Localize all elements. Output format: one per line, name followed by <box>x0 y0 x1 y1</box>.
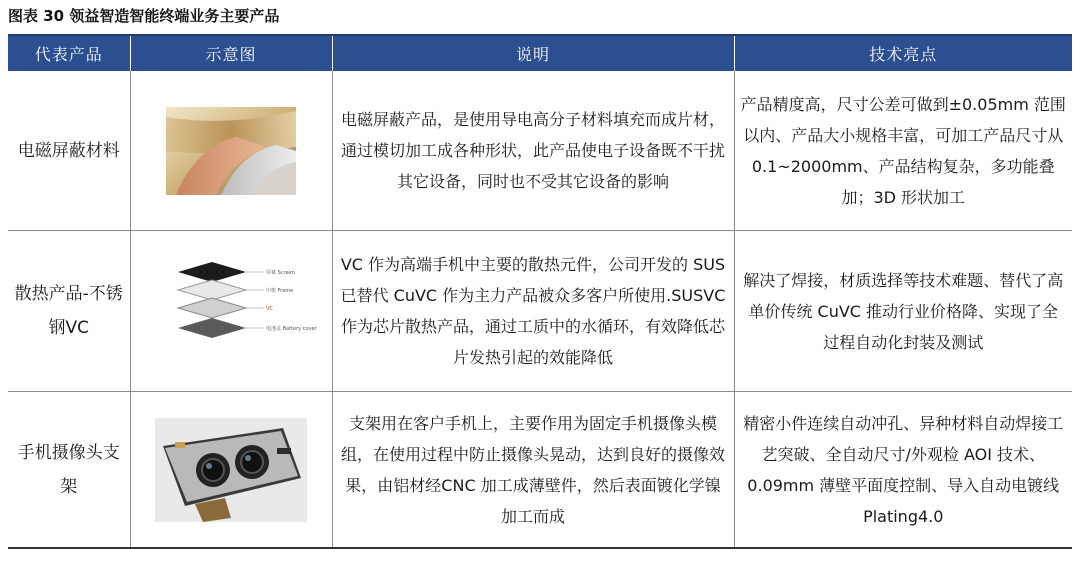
tech-highlight: 解决了焊接，材质选择等技术难题、替代了高单价传统 CuVC 推动行业价格降、实现了全过程自动化封装及测试 <box>734 231 1072 392</box>
product-name: 电磁屏蔽材料 <box>8 71 130 231</box>
header-image: 示意图 <box>130 35 332 71</box>
description: 电磁屏蔽产品，是使用导电高分子材料填充而成片材，通过模切加工成各种形状，此产品使电子设备既不干扰其它设备，同时也不受其它设备的影响 <box>332 71 734 231</box>
image-cell <box>130 71 332 231</box>
vc-layer-diagram <box>156 256 317 366</box>
tech-highlight: 产品精度高，尺寸公差可做到±0.05mm 范围以内、产品大小规格丰富，可加工产品尺寸从0.1~2000mm、产品结构复杂，多功能叠加；3D 形状加工 <box>734 71 1072 231</box>
figure-title: 图表 30 领益智造智能终端业务主要产品 <box>8 7 280 25</box>
table-row <box>8 392 1072 549</box>
description: VC 作为高端手机中主要的散热元件，公司开发的 SUS 已替代 CuVC 作为主力产品被众多客户所使用.SUSVC 作为芯片散热产品，通过工质中的水循环，有效降低芯片发热引起的效能降低 <box>332 231 734 392</box>
header-tech: 技术亮点 <box>734 35 1072 71</box>
product-table <box>8 34 1072 549</box>
table-header-row <box>8 35 1072 71</box>
camera-bracket-photo <box>155 418 307 522</box>
tech-highlight: 精密小件连续自动冲孔、异种材料自动焊接工艺突破、全自动尺寸/外观检 AOI 技术、0.09mm 薄壁平面度控制、导入自动电镀线Plating4.0 <box>734 392 1072 549</box>
table-row <box>8 71 1072 231</box>
image-cell <box>130 392 332 549</box>
layer-label-vc: VC <box>266 306 273 312</box>
layer-label-frame: 中框 Frame <box>266 288 294 294</box>
image-cell <box>130 231 332 392</box>
header-product: 代表产品 <box>8 35 130 71</box>
shielding-material-photo <box>166 107 296 195</box>
header-description: 说明 <box>332 35 734 71</box>
layer-label-battery-cover: 电池盖 Battery cover <box>266 326 317 332</box>
description: 支架用在客户手机上，主要作用为固定手机摄像头模组，在使用过程中防止摄像头晃动，达到良好的摄像效果，由铝材经CNC 加工成薄壁件，然后表面镀化学镍加工而成 <box>332 392 734 549</box>
product-name: 手机摄像头支架 <box>8 392 130 549</box>
layer-label-screen: 屏幕 Screen <box>266 270 295 276</box>
table-row <box>8 231 1072 392</box>
product-name: 散热产品-不锈钢VC <box>8 231 130 392</box>
